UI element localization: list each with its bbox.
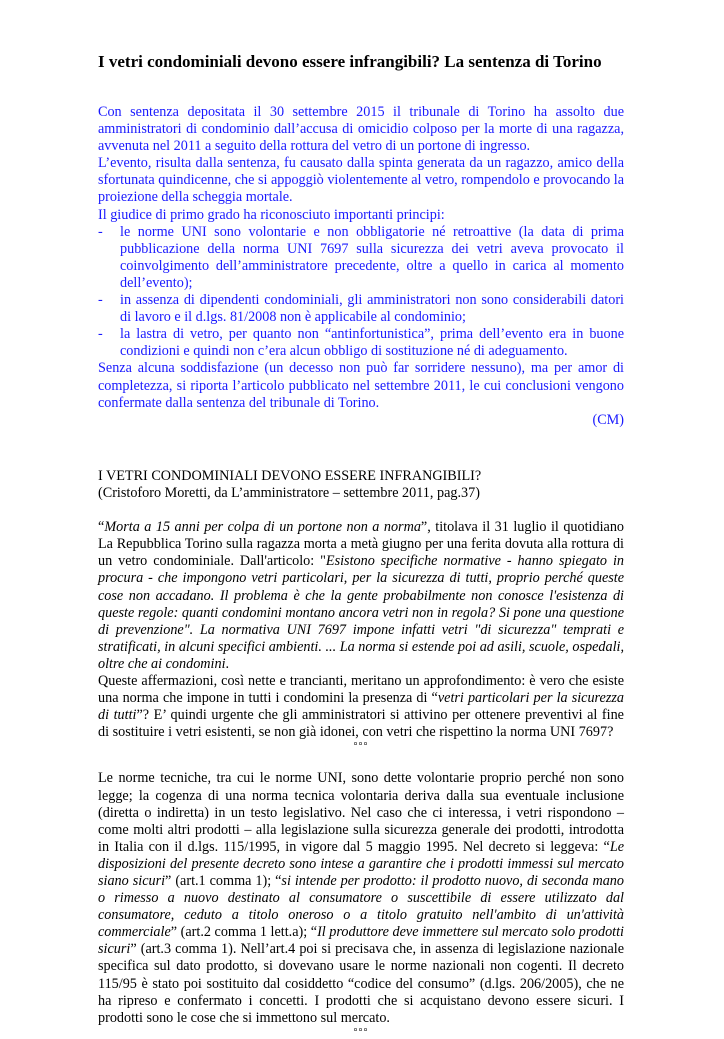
quote-run: Morta a 15 anni per colpa di un portone non a norma [104,519,421,536]
article-paragraph-2 [98,673,624,741]
quote-run: vetri particolari per la sicurezza di tutti [98,690,624,724]
text-run: ” (art.3 comma 1). Nell’art.4 poi si precisava che, in assenza di legislazione nazionale specifica sul dato prodotto, si dovevano usare le norme nazionali non cogenti. Il decreto 115/95 è stato poi sostituito dal cosiddetto “codice del consumo” (d.lgs. 206/2005), che ne ha ripreso e confermato i concetti. I prodotti che si acquistano devono essere sicuri. I prodotti sono le cose che si immettono sul mercato. [98,941,624,1026]
list-item-text: la lastra di vetro, per quanto non “antinfortunistica”, prima dell’evento era in buone condizioni e quindi non c’era alcun obbligo di sostituzione né di adeguamento. [120,326,624,360]
text-run: “ [98,519,105,536]
text-run: ”? E’ quindi urgente che gli amministratori si attivino per ottenere preventivi al fine di sostituire i vetri esistenti, se non già idonei, con vetri che rispettino la norma UNI 7697? [98,707,624,741]
article-paragraph-1 [98,519,624,673]
text-run: ” (art.1 comma 1); “ [165,872,282,889]
article-section [98,468,624,1039]
article-byline: (Cristoforo Moretti, da L’amministratore – settembre 2011, pag.37) [98,485,480,502]
text-run: ” (art.2 comma 1 lett.a); “ [170,924,318,941]
intro-paragraph-4: Senza alcuna soddisfazione (un decesso non può far sorridere nessuno), ma per amor di completezza, si riporta l’articolo pubblicato nel settembre 2011, le cui conclusioni vengono confermate dalla sentenza del tribunale di Torino. [98,360,624,411]
intro-section [98,104,624,429]
intro-paragraph-1: Con sentenza depositata il 30 settembre 2015 il tribunale di Torino ha assolto due amministratori di condominio dall’accusa di omicidio colposo per la morte di una ragazza, avvenuta nel 2011 a seguito della rottura del vetro di un portone di ingresso. [98,104,624,155]
quote-run: Esistono specifiche normative - hanno spiegato in procura - che impongono vetri particolari, per la sicurezza di tutti, proprio perché queste cose non accadano. Il problema è che la gente probabilmente non conosce l'esistenza di queste regole: quanti condomini montano ancora vetri non in regola? Si pone una questione di prevenzione". La normativa UNI 7697 impone infatti vetri "di sicurezza" temprati e stratificati, in alcuni specifici ambienti. ... La norma si estende poi ad asili, scuole, ospedali, oltre che ai condomini [98,553,624,672]
text-run: . [225,655,230,672]
list-item [98,292,624,326]
quote-run: Le disposizioni del presente decreto sono intese a garantire che i prodotti immessi sul mercato siano sicuri [98,838,624,889]
list-item-text: in assenza di dipendenti condominiali, gli amministratori non sono considerabili datori di lavoro e il d.lgs. 81/2008 non è applicabile al condominio; [120,292,624,326]
bullet-dash: - [98,326,103,343]
page-title: I vetri condominiali devono essere infrangibili? La sentenza di Torino [98,52,602,71]
list-item [98,326,624,360]
text-run: ”, titolava il 31 luglio il quotidiano La Repubblica Torino sulla ragazza morta a metà giugno per una ferita dovuta alla rottura di un vetro condominiale. Dall'articolo: " [98,519,625,570]
intro-paragraph-2: L’evento, risulta dalla sentenza, fu causato dalla spinta generata da un ragazzo, amico della sfortunata quindicenne, che si appoggiò violentemente al vetro, rompendolo e provocando la proiezione della scheggia mortale. [98,155,624,206]
quote-run: si intende per prodotto: il prodotto nuovo, di seconda mano o rimesso a nuovo destinato al consumatore o suscettibile di essere utilizzato dal consumatore, ceduto a titolo oneroso o a titolo gratuito nell'ambito di un'attività commerciale [98,872,624,941]
intro-paragraph-3: Il giudice di primo grado ha riconosciuto importanti principi: [98,206,445,223]
bullet-dash: - [98,292,103,309]
article-paragraph-3 [98,770,624,1026]
list-item [98,224,624,292]
list-item-text: le norme UNI sono volontarie e non obbligatorie né retroattive (la data di prima pubblicazione della norma UNI 7697 sulla sicurezza dei vetri aveva provocato il coinvolgimento dell’amministratore precedente, oltre a quello in carica al momento dell’evento); [120,223,624,291]
section-separator: °°° [353,741,369,753]
article-heading: I VETRI CONDOMINIALI DEVONO ESSERE INFRANGIBILI? [98,468,482,484]
text-run: Le norme tecniche, tra cui le norme UNI, sono dette volontarie proprio perché non sono legge; la cogenza di una norma tecnica volontaria deriva dalla sua eventuale inclusione (diretta o indiretta) in un testo legislativo. Nel caso che ci interessa, i vetri rispondono – come molti altri prodotti – alla legislazione sulla sicurezza generale dei prodotti, introdotta in Italia con il d.lgs. 115/1995, in vigore dal 5 maggio 1995. Nel decreto si leggeva: “ [98,770,624,855]
signature: (CM) [592,411,624,428]
quote-run: Il produttore deve immettere sul mercato solo prodotti sicuri [98,924,624,958]
section-separator: °°° [353,1026,369,1038]
text-run: Queste affermazioni, così nette e trancianti, meritano un approfondimento: è vero che esiste una norma che impone in tutti i condomini la presenza di “ [98,673,624,707]
bullet-dash: - [98,223,103,240]
